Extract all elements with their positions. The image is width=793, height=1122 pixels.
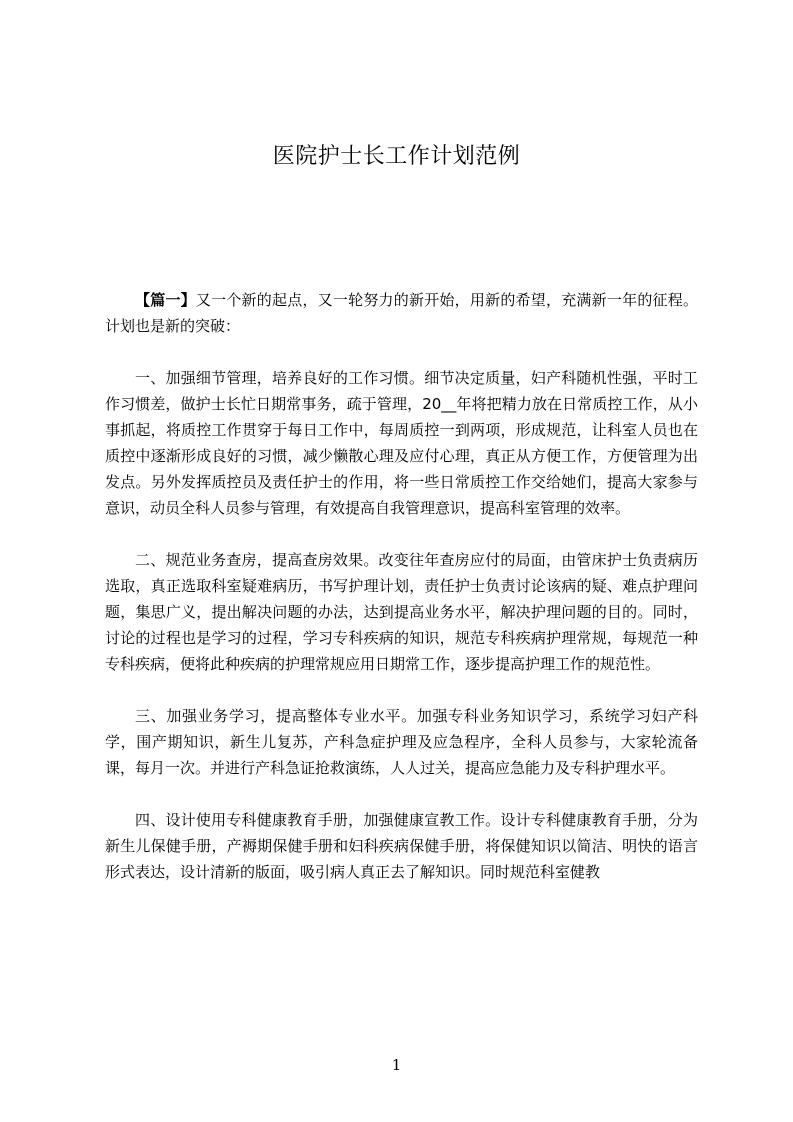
- document-title: 医院护士长工作计划范例: [272, 144, 521, 169]
- section-lead-label: 【篇一】: [135, 291, 196, 309]
- paragraph-intro: [105, 287, 698, 339]
- paragraph-item-3: 三、加强业务学习，提高整体专业水平。加强专科业务知识学习，系统学习妇产科学，围产期知识，新生儿复苏，产科急症护理及应急程序，全科人员参与，大家轮流备课，每月一次。并进行产科急证抢救演练，人人过关，提高应急能力及专科护理水平。: [105, 707, 698, 777]
- paragraph-text: 又一个新的起点，又一轮努力的新开始，用新的希望，充满新一年的征程。计划也是新的突破：: [105, 291, 698, 335]
- document-body: [105, 287, 698, 911]
- paragraph-item-1: 一、加强细节管理，培养良好的工作习惯。细节决定质量，妇产科随机性强，平时工作习惯差，做护士长忙日期常事务，疏于管理，20__年将把精力放在日常质控工作，从小事抓起，将质控工作贯穿于每日工作中，每周质控一到两项，形成规范，让科室人员也在质控中逐渐形成良好的习惯，减少懒散心理及应付心理，真正从方便工作，方便管理为出发点。另外发挥质控员及责任护士的作用，将一些日常质控工作交给她们，提高大家参与意识，动员全科人员参与管理，有效提高自我管理意识，提高科室管理的效率。: [105, 369, 698, 517]
- paragraph-item-2: 二、规范业务查房，提高查房效果。改变往年查房应付的局面，由管床护士负责病历选取，真正选取科室疑难病历，书写护理计划，责任护士负责讨论该病的疑、难点护理问题，集思广义，提出解决问题的办法，达到提高业务水平，解决护理问题的目的。同时，讨论的过程也是学习的过程，学习专科疾病的知识，规范专科疾病护理常规，每规范一种专科疾病，便将此种疾病的护理常规应用日期常工作，逐步提高护理工作的规范性。: [105, 551, 698, 673]
- page-number: 1: [391, 1056, 402, 1074]
- paragraph-item-4: 四、设计使用专科健康教育手册，加强健康宣教工作。设计专科健康教育手册，分为新生儿保健手册，产褥期保健手册和妇科疾病保健手册，将保健知识以简洁、明快的语言形式表达，设计清新的版面，吸引病人真正去了解知识。同时规范科室健教: [105, 811, 698, 881]
